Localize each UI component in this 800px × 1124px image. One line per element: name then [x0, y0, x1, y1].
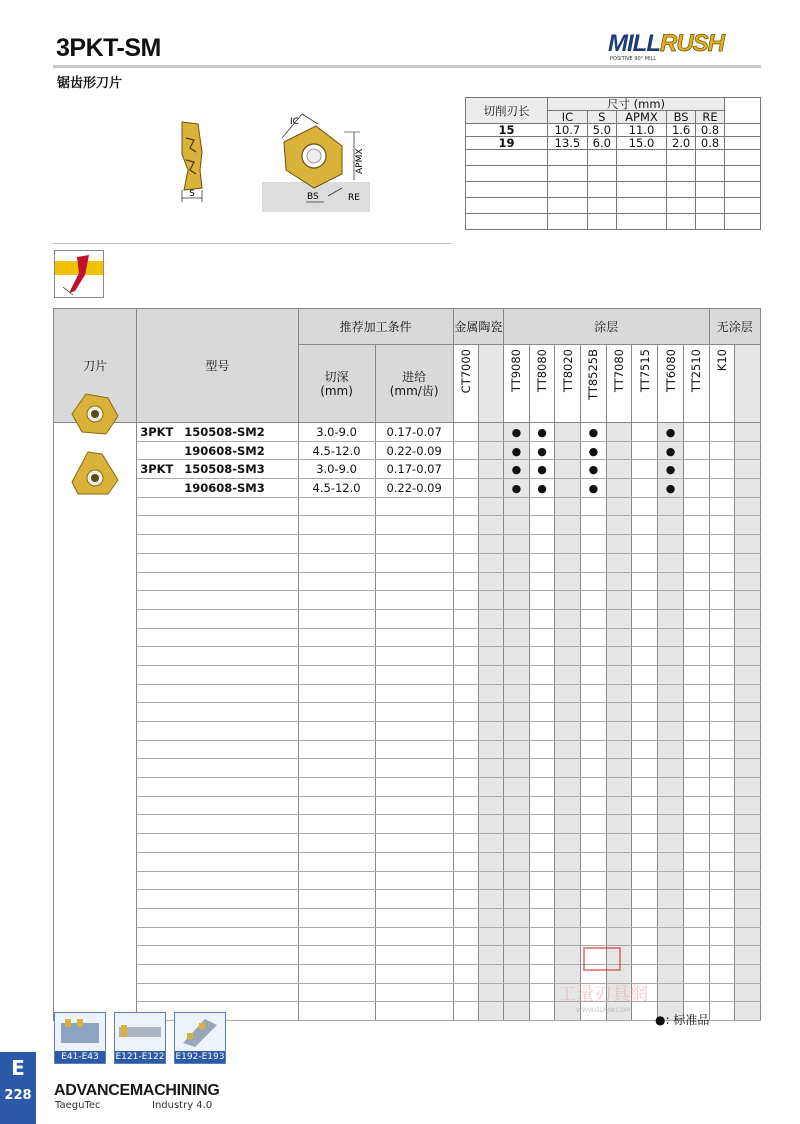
grade-cell [581, 423, 607, 442]
insert-image-cell [54, 423, 137, 1021]
availability-mark: ● [537, 481, 547, 495]
grade-cell [504, 479, 530, 498]
empty-row [54, 591, 761, 610]
feed-cell: 0.22-0.09 [375, 479, 453, 498]
watermark [538, 944, 668, 1014]
header-conditions: 推荐加工条件 [298, 309, 453, 345]
availability-mark: ● [588, 425, 599, 439]
model-cell [137, 441, 298, 460]
grade-cell [453, 460, 479, 479]
dim-cell: 15.0 [616, 137, 666, 150]
legend-standard-item: ●: 标准品 [655, 1013, 710, 1027]
bs-dimension-label: BS [307, 192, 319, 202]
grade-cell [479, 441, 504, 460]
empty-row [54, 852, 761, 871]
section-letter: E [11, 1056, 25, 1080]
availability-mark: ● [511, 425, 522, 439]
grade-cell [453, 479, 479, 498]
grade-cell [504, 460, 530, 479]
availability-mark: ● [665, 444, 676, 458]
availability-mark: ● [537, 425, 547, 439]
table-row [54, 460, 761, 479]
empty-row [54, 927, 761, 946]
dim-cell: 10.7 [548, 124, 588, 137]
grade-cell [606, 423, 632, 442]
table-row [54, 423, 761, 442]
table-row [54, 441, 761, 460]
dim-header-ic: IC [548, 111, 588, 124]
empty-row [54, 759, 761, 778]
ic-dimension-label: IC [290, 117, 299, 127]
brand-left: TaeguTec [55, 1100, 101, 1111]
grade-cell [479, 460, 504, 479]
grade-cell [735, 441, 761, 460]
empty-row [54, 722, 761, 741]
empty-row [54, 871, 761, 890]
header-depth: 切深 (mm) [298, 345, 375, 423]
apmx-dimension-label: APMX [355, 148, 365, 174]
availability-mark: ● [665, 463, 676, 477]
insert-image-sm2 [68, 390, 122, 438]
grade-cell [683, 441, 709, 460]
grade-cell [581, 441, 607, 460]
depth-cell: 4.5-12.0 [298, 479, 375, 498]
grade-cell [606, 441, 632, 460]
availability-mark: ● [511, 463, 522, 477]
grade-cell [683, 460, 709, 479]
grade-cell [555, 423, 581, 442]
product-table-body [54, 423, 761, 1021]
dim-cell: 1.6 [667, 124, 696, 137]
watermark-url: WWW.GLRJW.COM [575, 1007, 631, 1014]
empty-row [54, 796, 761, 815]
brand-line: ADVANCEMACHINING [54, 1082, 220, 1099]
grade-cell [479, 423, 504, 442]
empty-row [54, 890, 761, 909]
watermark-main: 工量刃具網 [558, 984, 648, 1005]
grade-cell [453, 441, 479, 460]
section-divider [53, 243, 451, 244]
ref-label: E121-E122 [115, 1052, 165, 1062]
availability-mark: ● [511, 444, 522, 458]
product-table [53, 308, 761, 1021]
header-feed: 进给 (mm/齿) [375, 345, 453, 423]
grade-tt6080: TT6080 [663, 349, 678, 393]
model-cell [137, 460, 298, 479]
feed-cell: 0.22-0.09 [375, 441, 453, 460]
insert-type: 3PKT [140, 462, 174, 477]
grade-cell [683, 423, 709, 442]
empty-row [54, 553, 761, 572]
grade-cell [632, 441, 658, 460]
advance-machining-logo [54, 1082, 224, 1116]
grade-cell [529, 423, 555, 442]
reference-pages [54, 1012, 228, 1064]
logo-tagline: POSITIVE 90° MILL [610, 56, 657, 62]
empty-row [54, 572, 761, 591]
grade-cell [529, 460, 555, 479]
insert-side-view-diagram [172, 118, 212, 204]
dim-cell: 0.8 [696, 137, 725, 150]
grade-cell [709, 479, 735, 498]
ref-page-link[interactable] [114, 1012, 166, 1064]
dim-cell: 5.0 [587, 124, 616, 137]
dim-cell-empty [725, 137, 761, 150]
logo-text-a: MILL [608, 30, 660, 57]
availability-mark: ● [588, 444, 599, 458]
grade-cell [606, 460, 632, 479]
availability-mark: ● [537, 444, 547, 458]
grade-cell [529, 441, 555, 460]
empty-row [54, 834, 761, 853]
ref-label: E192-E193 [175, 1052, 225, 1062]
empty-row [54, 535, 761, 554]
depth-cell: 3.0-9.0 [298, 460, 375, 479]
dimension-table [465, 97, 761, 230]
empty-row [54, 497, 761, 516]
feed-cell: 0.17-0.07 [375, 423, 453, 442]
grade-cell [632, 423, 658, 442]
page-subtitle: 锯齿形刀片 [57, 76, 123, 91]
empty-row [54, 778, 761, 797]
header-uncoated: 无涂层 [709, 309, 760, 345]
grade-cell [479, 479, 504, 498]
availability-mark: ● [588, 481, 599, 495]
grade-tt9080: TT9080 [509, 349, 524, 393]
grade-tt7515: TT7515 [637, 349, 652, 393]
header-insert: 刀片 [54, 309, 137, 423]
grade-tt7080: TT7080 [612, 349, 627, 393]
re-dimension-label: RE [348, 193, 360, 203]
grade-cell [529, 479, 555, 498]
insert-type: 3PKT [140, 424, 174, 439]
insert-image-sm3 [68, 446, 122, 498]
insert-top-view-diagram [258, 104, 370, 214]
grade-cell [555, 441, 581, 460]
grade-cell [709, 460, 735, 479]
empty-row [54, 815, 761, 834]
grade-cell [735, 423, 761, 442]
dim-cell: 0.8 [696, 124, 725, 137]
grade-cell [709, 423, 735, 442]
grade-cell [658, 423, 684, 442]
empty-row [54, 628, 761, 647]
availability-mark: ● [665, 425, 676, 439]
grade-cell [581, 460, 607, 479]
dim-col-label: 切削刃长 [466, 98, 548, 124]
model-code: 190608-SM3 [184, 480, 265, 495]
grade-cell [504, 423, 530, 442]
availability-mark: ● [588, 463, 599, 477]
empty-row [54, 647, 761, 666]
empty-row [54, 703, 761, 722]
header-coated: 涂层 [504, 309, 710, 345]
grade-k10: K10 [714, 349, 729, 372]
table-row [54, 479, 761, 498]
depth-cell: 3.0-9.0 [298, 423, 375, 442]
availability-mark: ● [511, 481, 522, 495]
model-code: 150508-SM3 [184, 462, 265, 477]
grade-ct7000: CT7000 [459, 349, 474, 394]
grade-cell [658, 460, 684, 479]
page-tab [0, 1052, 36, 1124]
dim-cell-empty [725, 124, 761, 137]
grade-cell [709, 441, 735, 460]
brand-right: Industry 4.0 [152, 1100, 213, 1111]
availability-mark: ● [537, 463, 547, 477]
grade-cell [555, 479, 581, 498]
grade-cell [555, 460, 581, 479]
page-number: 228 [4, 1088, 32, 1103]
millrush-logo [604, 29, 764, 65]
ref-label: E41-E43 [55, 1051, 105, 1063]
dim-header-re: RE [696, 111, 725, 124]
dim-row-label: 19 [466, 137, 548, 150]
grade-tt8020: TT8020 [560, 349, 575, 393]
dim-row-label: 15 [466, 124, 548, 137]
model-cell [137, 423, 298, 442]
dim-group-label: 尺寸 (mm) [548, 98, 725, 111]
dim-cell: 11.0 [616, 124, 666, 137]
dim-header-apmx: APMX [616, 111, 666, 124]
depth-cell: 4.5-12.0 [298, 441, 375, 460]
empty-row [54, 684, 761, 703]
header-model: 型号 [137, 309, 298, 423]
grade-tt2510: TT2510 [689, 349, 704, 393]
empty-row [54, 908, 761, 927]
dim-cell: 6.0 [587, 137, 616, 150]
ref-page-link[interactable] [54, 1012, 106, 1064]
ref-page-link[interactable] [174, 1012, 226, 1064]
grade-cell [683, 479, 709, 498]
empty-row [54, 516, 761, 535]
grade-cell [504, 441, 530, 460]
dim-cell: 13.5 [548, 137, 588, 150]
dim-header-bs: BS [667, 111, 696, 124]
page-title: 3PKT-SM [56, 34, 161, 62]
logo-text-b: RUSH [659, 30, 724, 57]
grade-cell [658, 479, 684, 498]
feed-cell: 0.17-0.07 [375, 460, 453, 479]
grade-cell [453, 423, 479, 442]
grade-cell [632, 460, 658, 479]
dim-cell: 2.0 [667, 137, 696, 150]
application-icon [54, 250, 104, 298]
empty-row [54, 609, 761, 628]
model-code: 190608-SM2 [184, 443, 265, 458]
model-cell [137, 479, 298, 498]
s-dimension-label: S [189, 189, 195, 199]
dim-header-s: S [587, 111, 616, 124]
availability-mark: ● [665, 481, 676, 495]
model-code: 150508-SM2 [184, 424, 265, 439]
empty-row [54, 665, 761, 684]
header-cermet: 金属陶瓷 [453, 309, 503, 345]
title-rule [53, 65, 761, 68]
grade-cell [606, 479, 632, 498]
grade-cell [581, 479, 607, 498]
empty-row [54, 740, 761, 759]
grade-tt8525b: TT8525B [586, 349, 601, 401]
dim-spare-col [725, 98, 761, 124]
grade-cell [735, 460, 761, 479]
grade-cell [632, 479, 658, 498]
grade-cell [658, 441, 684, 460]
grade-tt8080: TT8080 [535, 349, 550, 393]
grade-cell [735, 479, 761, 498]
